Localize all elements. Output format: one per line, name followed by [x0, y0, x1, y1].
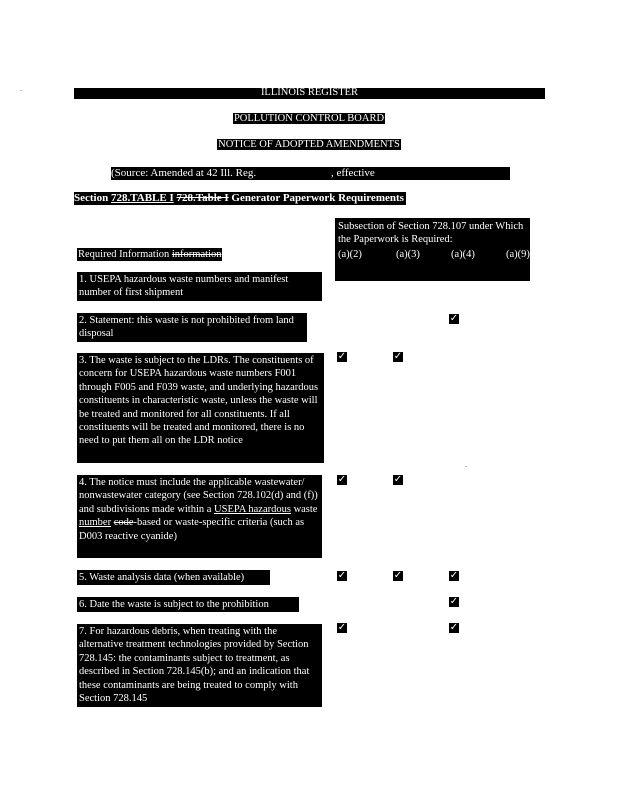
row-7-check-a4: ✓ [449, 622, 459, 633]
row-5-check-a4: ✓ [449, 570, 459, 581]
row-4-text-mid: waste [290, 503, 318, 515]
row-4-text-inserted-number: number [79, 517, 112, 529]
row-3-check-a3: ✓ [393, 351, 403, 362]
column-header-a4: (a)(4) [451, 249, 475, 260]
required-information-label [77, 248, 222, 261]
subsection-header-text: Subsection of Section 728.107 under Which the Paperwork is Required: [338, 221, 524, 245]
source-gap-1 [323, 167, 331, 180]
row-4-check-a2: ✓ [337, 474, 347, 485]
source-prefix [111, 167, 323, 180]
row-5-check-a3: ✓ [393, 570, 403, 581]
table-row-4-text [77, 475, 322, 558]
row-3-check-a2: ✓ [337, 351, 347, 362]
section-number-deleted: 728.Table I [176, 192, 229, 204]
row-4-text-start: 4. The notice must include the applicable wastewater/ nonwastewater category (see Section 728.102(d) and (f)) and subdivisions made within a [79, 477, 318, 515]
row-5-check-a2: ✓ [337, 570, 347, 581]
row-1-check-a3: ✓ [395, 272, 405, 283]
source-close-text: ) [505, 167, 509, 179]
notice-title-text: NOTICE OF ADOPTED AMENDMENTS [218, 139, 400, 150]
source-close [505, 167, 513, 180]
scan-speck [20, 90, 22, 91]
source-effective-text: , effective [331, 167, 375, 179]
scan-speck [465, 466, 467, 467]
row-1-check-a9: ✓ [505, 272, 515, 283]
row-2-check-a4: ✓ [449, 313, 459, 324]
register-title: ILLINOIS REGISTER [260, 87, 359, 98]
required-information-inserted: Required Information [78, 249, 170, 260]
source-effective [331, 167, 510, 180]
row-4-check-a3: ✓ [393, 474, 403, 485]
column-header-a9: (a)(9) [506, 249, 530, 260]
subsection-header [335, 218, 530, 281]
board-name [0, 113, 618, 124]
row-4-text-inserted-usepa: USEPA hazardous [214, 503, 291, 515]
row-1-check-a4: ✓ [449, 272, 459, 283]
row-4-text-deleted-code: code [113, 517, 134, 529]
row-1-check-a2: ✓ [337, 272, 347, 283]
section-label: Section [74, 192, 109, 204]
table-row-7-text: 7. For hazardous debris, when treating with the alternative treatment technologies provided by Section 728.145: the contaminants subject to treatment, as described in Section 728.145(b); and an indication that these contaminants are being treated to comply with Section 728.145 [77, 624, 322, 707]
row-7-check-a2: ✓ [337, 622, 347, 633]
table-row-1-text: 1. USEPA hazardous waste numbers and manifest number of first shipment [77, 272, 322, 301]
section-heading [74, 192, 406, 205]
table-row-2-text: 2. Statement: this waste is not prohibited from land disposal [77, 313, 307, 342]
section-title: Generator Paperwork Requirements [231, 192, 404, 204]
required-information-deleted: information [171, 249, 222, 260]
table-row-6-text: 6. Date the waste is subject to the prohibition [77, 597, 299, 612]
table-row-3-text: 3. The waste is subject to the LDRs. The constituents of concern for USEPA hazardous waste numbers F001 through F005 and F039 waste, and underlying hazardous constituents in characteristic waste, unless the waste will be treated and monitored for all constituents. If all constituents will be treated and monitored, there is no need to put them all on the LDR notice [77, 353, 324, 463]
board-name-text: POLLUTION CONTROL BOARD [233, 113, 385, 124]
source-prefix-text: (Source: Amended at 42 Ill. Reg. [111, 167, 257, 179]
column-header-a3: (a)(3) [396, 249, 420, 260]
table-row-5-text: 5. Waste analysis data (when available) [77, 570, 270, 585]
column-header-a2: (a)(2) [338, 249, 362, 260]
section-number-inserted: 728.TABLE I [110, 192, 174, 204]
row-4-text-end: -based or waste-specific criteria (such as D003 reactive cyanide) [79, 517, 305, 542]
row-6-check-a4: ✓ [449, 596, 459, 607]
notice-title [0, 139, 618, 150]
